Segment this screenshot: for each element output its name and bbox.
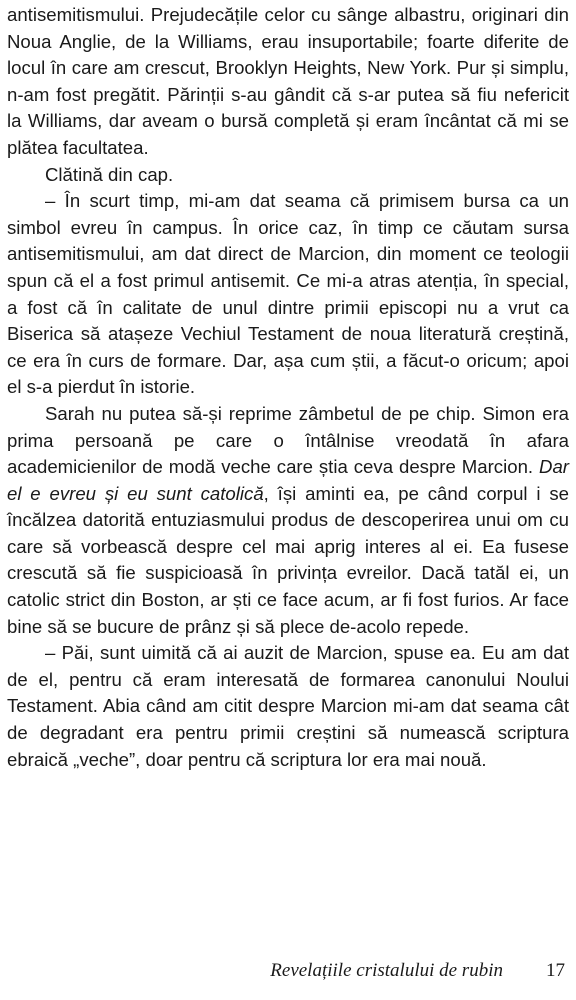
paragraph-4-end: , își aminti ea, pe când corpul i se încălzea datorită entuziasmului produs de descoperirea unui om cu care să vorbească despre cel mai aprig interes al ei. Ea fusese crescută să fie suspicioasă în privința evreilor. Dacă tatăl ei, un catolic strict din Boston, ar ști ce face acum, ar fi fost furios. Ar face bine să se bucure de prânz și să plece de-acolo repede. [7,482,570,637]
paragraph-3: – În scurt timp, mi-am dat seama că primisem bursa ca un simbol evreu în campus. În orice caz, în timp ce căutam sursa antisemitismului, am dat direct de Marcion, din moment ce teologii spun că el a fost primul antisemit. Ce mi-a atras atenția, în special, a fost că în calitate de unul dintre primii episcopi nu a vrut ca Biserica să atașeze Vechiul Testament de noua literatură creștină, ce era în curs de formare. Dar, așa cum știi, a făcut-o oricum; apoi el s-a pierdut în istorie. [7,190,569,398]
paragraph-4-start: Sarah nu putea să-și reprime zâmbetul de pe chip. Simon era prima persoană pe care o întâlnise vreodată în afara academicienilor de modă veche care știa ceva despre Marcion. [7,402,569,478]
running-title: Revelațiile cristalului de rubin [270,960,503,981]
page-number: 17 [546,960,565,981]
paragraph-4 [7,401,569,640]
paragraph-1: antisemitismului. Prejudecățile celor cu sânge albastru, originari din Noua Anglie, de la Williams, erau insuportabile; foarte diferite de locul în care am crescut, Brooklyn Heights, New York. Pur și simplu, n-am fost pregătit. Părinții s-au gândit că s-ar putea să fiu nefericit la Williams, dar aveam o bursă completă și eram încântat că mi se plătea facultatea. [7,4,569,158]
book-page [7,2,570,981]
paragraph-2: Clătină din cap. [45,163,174,185]
paragraph-4-italic-thought: Dar el e evreu și eu sunt catolică [7,456,569,504]
paragraph-5: – Păi, sunt uimită că ai auzit de Marcion, spuse ea. Eu am dat de el, pentru că eram interesată de formarea canonului Noului Testament. Abia când am citit despre Marcion mi-am dat seama cât de degradant era pentru primii creștini să numească scriptura ebraică „veche”, doar pentru că scriptura lor era mai nouă. [7,642,569,770]
